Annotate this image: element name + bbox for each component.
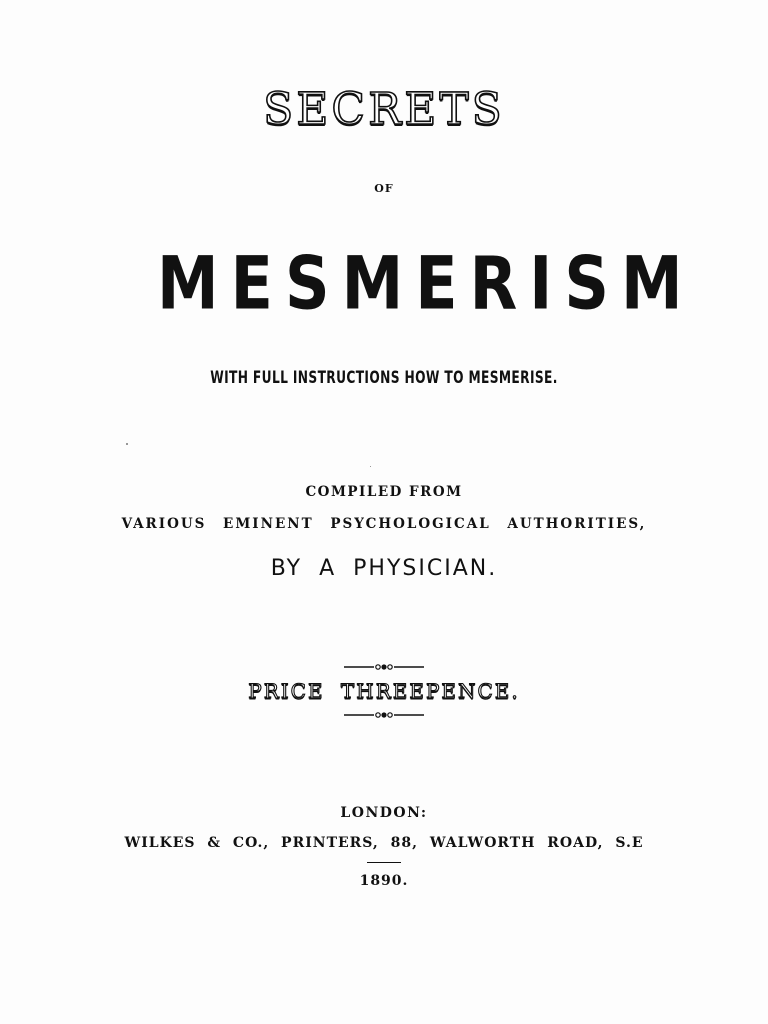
title-mesmerism: MESMERISM [156, 240, 695, 326]
print-speck [370, 466, 371, 467]
subtitle: WITH FULL INSTRUCTIONS HOW TO MESMERISE. [210, 368, 558, 388]
imprint-printer: WILKES & CO., PRINTERS, 88, WALWORTH ROAD, S.E [124, 835, 644, 851]
imprint-rule [367, 862, 401, 863]
title-of: OF [374, 182, 394, 195]
imprint-year: 1890. [359, 873, 409, 889]
ornament-rule-bottom [344, 709, 424, 721]
authorities-line: VARIOUS EMINENT PSYCHOLOGICAL AUTHORITIES, [121, 516, 647, 532]
price-line: PRICE THREEPENCE. [248, 679, 520, 703]
ornament-rule-top [344, 661, 424, 673]
title-secrets: SECRETS [263, 84, 505, 135]
print-speck [126, 443, 128, 445]
author-line: BY A PHYSICIAN. [270, 556, 498, 581]
imprint-place: LONDON: [340, 805, 428, 821]
compiled-from-line: COMPILED FROM [305, 484, 463, 500]
